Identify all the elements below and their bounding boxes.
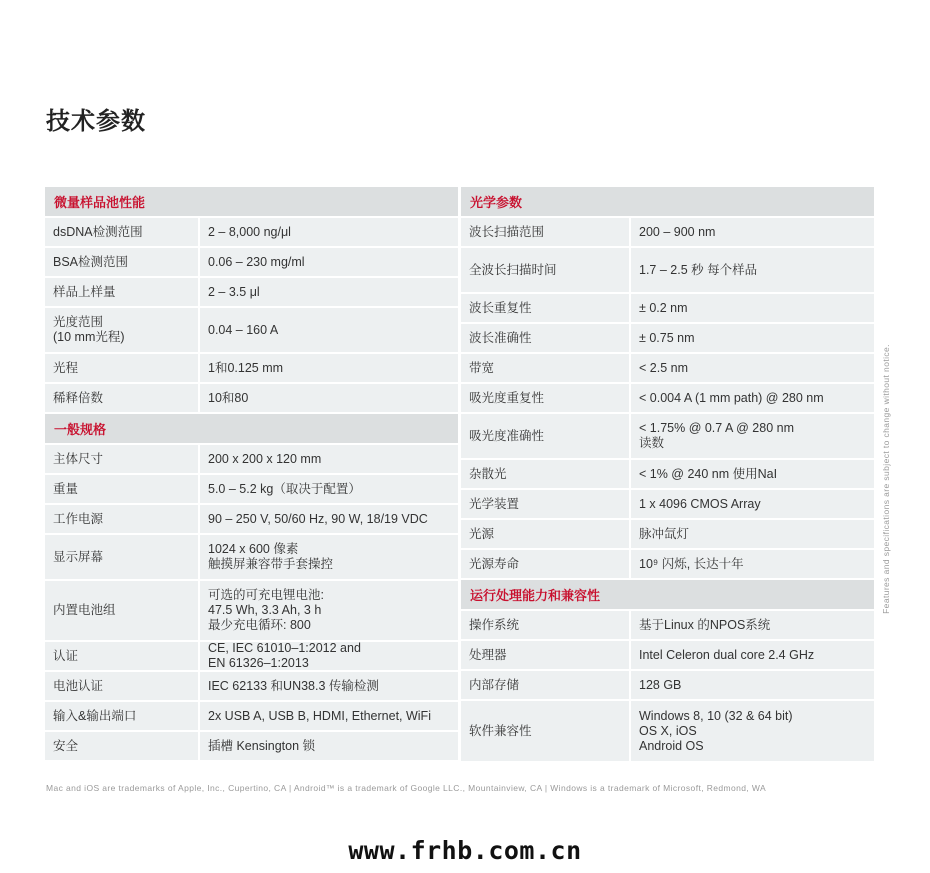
spec-value: 200 – 900 nm [631,218,874,246]
spec-label: 全波长扫描时间 [461,248,629,292]
section-header: 运行处理能力和兼容性 [461,580,874,609]
table-row [45,218,458,246]
spec-value: 0.06 – 230 mg/ml [200,248,458,276]
spec-label: 电池认证 [45,672,198,700]
spec-value: ± 0.75 nm [631,324,874,352]
spec-value: 2 – 3.5 μl [200,278,458,306]
disclaimer-note: Features and specifications are subject to change without notice. [881,344,891,614]
spec-value: 基于Linux 的NPOS系统 [631,611,874,639]
table-row [461,701,874,761]
spec-value: 1 x 4096 CMOS Array [631,490,874,518]
spec-table [45,187,874,769]
spec-value: 1.7 – 2.5 秒 每个样品 [631,248,874,292]
spec-label: 吸光度准确性 [461,414,629,458]
spec-column-left [45,187,458,769]
spec-label: 光度范围 (10 mm光程) [45,308,198,352]
spec-label: 光源寿命 [461,550,629,578]
spec-label: 样品上样量 [45,278,198,306]
table-row [461,218,874,246]
table-row [461,460,874,488]
spec-value: IEC 62133 和UN38.3 传输检测 [200,672,458,700]
spec-value: 可选的可充电锂电池: 47.5 Wh, 3.3 Ah, 3 h 最少充电循环: 800 [200,581,458,640]
spec-value: ± 0.2 nm [631,294,874,322]
spec-value: 128 GB [631,671,874,699]
table-row [461,550,874,578]
table-row [461,520,874,548]
table-row [461,611,874,639]
spec-label: 输入&输出端口 [45,702,198,730]
table-row [45,581,458,640]
table-row [461,324,874,352]
spec-label: 波长准确性 [461,324,629,352]
spec-value: Windows 8, 10 (32 & 64 bit) OS X, iOS Android OS [631,701,874,761]
spec-label: 内部存储 [461,671,629,699]
spec-label: 杂散光 [461,460,629,488]
table-row [461,384,874,412]
spec-value: 200 x 200 x 120 mm [200,445,458,473]
spec-value: 脉冲氙灯 [631,520,874,548]
table-row [461,414,874,458]
spec-value: < 1% @ 240 nm 使用NaI [631,460,874,488]
spec-label: 工作电源 [45,505,198,533]
table-row [45,278,458,306]
spec-label: 显示屏幕 [45,535,198,579]
spec-label: BSA检测范围 [45,248,198,276]
watermark: www.frhb.com.cn [348,836,582,865]
table-row [45,505,458,533]
table-row [45,732,458,760]
spec-value: 10⁹ 闪烁, 长达十年 [631,550,874,578]
table-row [45,672,458,700]
spec-label: 波长重复性 [461,294,629,322]
spec-value: 插槽 Kensington 锁 [200,732,458,760]
spec-column-right [461,187,874,769]
spec-label: 光程 [45,354,198,382]
table-row [45,642,458,670]
table-row [45,475,458,503]
section-header: 光学参数 [461,187,874,216]
spec-label: 带宽 [461,354,629,382]
table-row [45,384,458,412]
spec-label: 主体尺寸 [45,445,198,473]
spec-label: 安全 [45,732,198,760]
spec-value: 90 – 250 V, 50/60 Hz, 90 W, 18/19 VDC [200,505,458,533]
spec-value: 1024 x 600 像素 触摸屏兼容带手套操控 [200,535,458,579]
spec-label: 重量 [45,475,198,503]
spec-value: 10和80 [200,384,458,412]
spec-value: CE, IEC 61010–1:2012 and EN 61326–1:2013 [200,642,458,670]
spec-value: Intel Celeron dual core 2.4 GHz [631,641,874,669]
spec-value: 0.04 – 160 A [200,308,458,352]
table-row [45,535,458,579]
section-header: 微量样品池性能 [45,187,458,216]
spec-label: dsDNA检测范围 [45,218,198,246]
spec-label: 吸光度重复性 [461,384,629,412]
spec-label: 软件兼容性 [461,701,629,761]
table-row [45,248,458,276]
table-row [45,308,458,352]
spec-label: 内置电池组 [45,581,198,640]
page-title: 技术参数 [46,107,146,135]
spec-label: 处理器 [461,641,629,669]
table-row [45,445,458,473]
table-row [461,248,874,292]
table-row [45,354,458,382]
spec-label: 波长扫描范围 [461,218,629,246]
table-row [461,490,874,518]
section-header: 一般规格 [45,414,458,443]
table-row [461,294,874,322]
trademark-footnote: Mac and iOS are trademarks of Apple, Inc., Cupertino, CA | Android™ is a trademark of Google LLC., Mountainview, CA | Windows is a trademark of Microsoft, Redmond, WA [46,783,767,793]
spec-value: < 0.004 A (1 mm path) @ 280 nm [631,384,874,412]
spec-label: 稀释倍数 [45,384,198,412]
spec-label: 操作系统 [461,611,629,639]
spec-value: 2 – 8,000 ng/μl [200,218,458,246]
spec-label: 认证 [45,642,198,670]
table-row [461,641,874,669]
table-row [45,702,458,730]
spec-value: < 2.5 nm [631,354,874,382]
spec-label: 光源 [461,520,629,548]
table-row [461,671,874,699]
spec-value: < 1.75% @ 0.7 A @ 280 nm 读数 [631,414,874,458]
spec-value: 5.0 – 5.2 kg（取决于配置） [200,475,458,503]
spec-value: 1和0.125 mm [200,354,458,382]
table-row [461,354,874,382]
spec-label: 光学装置 [461,490,629,518]
spec-value: 2x USB A, USB B, HDMI, Ethernet, WiFi [200,702,458,730]
